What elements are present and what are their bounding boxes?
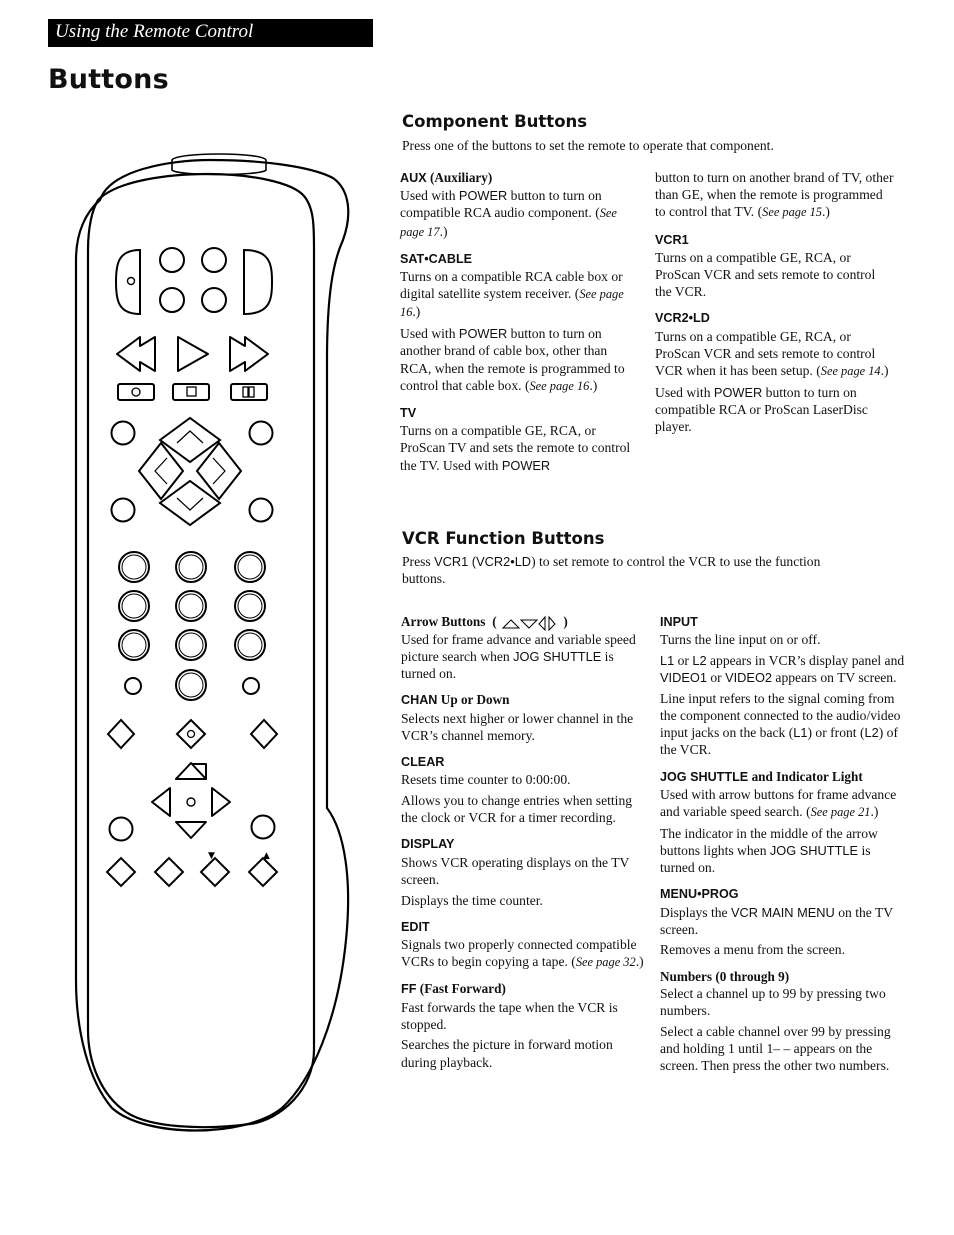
page-title: Buttons xyxy=(48,64,169,95)
ir-window xyxy=(172,154,266,175)
diamond-button xyxy=(251,720,277,748)
component-buttons-title: Component Buttons xyxy=(402,112,588,131)
number-key xyxy=(235,552,265,582)
numbers-entry: Numbers (0 through 9) Select a channel up to 99 by pressing two numbers. Select a cable channel over 99 by pressing and holding 1 until 1– – appears on the screen. Then press the other two numbers. xyxy=(660,968,891,1074)
component-intro: Press one of the buttons to set the remote to operate that component. xyxy=(402,138,774,153)
tv-entry-continued: button to turn on another brand of TV, other than GE, when the remote is programmed to control that TV. (See page 15.) xyxy=(655,170,894,220)
vcr-col-left xyxy=(401,613,646,1080)
vcr-col-right xyxy=(660,613,905,1083)
aux-button xyxy=(160,248,184,272)
number-key xyxy=(176,552,206,582)
chan-entry: CHAN Up or Down Selects next higher or lower channel in the VCR’s channel memory. xyxy=(401,692,634,743)
fast-forward-button xyxy=(230,337,268,371)
sat-cable-button xyxy=(160,288,184,312)
sat-cable-entry: SAT•CABLE Turns on a compatible RCA cable box or digital satellite system receiver. (See page 16.) Used with POWER button to turn on another brand of cable box, other than RCA, when the remote is programmed to control that cable box. (See page 16.) xyxy=(400,251,625,393)
arrow-buttons-entry: Arrow Buttons ( ) Used for frame advance and variable speed picture search when JOG SHUTTLE is turned on. xyxy=(401,614,636,682)
vcr2-ld-entry: VCR2•LD Turns on a compatible GE, RCA, or ProScan VCR and sets remote to control VCR when it has been setup. (See page 14.) Used with POWER button to turn on compatible RCA or ProScan LaserDisc player. xyxy=(655,311,889,435)
number-key xyxy=(119,591,149,621)
section-label: Using the Remote Control xyxy=(55,21,254,42)
jog-shuttle-entry: JOG SHUTTLE and Indicator Light Used with arrow buttons for frame advance and variable speed search. (See page 21.) The indicator in the middle of the arrow buttons lights when JOG SHUTTLE is turned on. xyxy=(660,768,897,876)
chan-down-glyph: ▼ xyxy=(208,851,215,861)
chan-down-button xyxy=(201,858,229,886)
play-button xyxy=(178,337,208,371)
pad-corner-button xyxy=(112,422,135,445)
jog-indicator-light xyxy=(187,798,195,806)
jog-left-button xyxy=(152,788,170,816)
number-key xyxy=(176,630,206,660)
clear-entry: CLEAR Resets time counter to 0:00:00. Allows you to change entries when setting the clock or VCR for a timer recording. xyxy=(401,755,633,826)
pad-corner-button xyxy=(250,499,273,522)
pad-corner-button xyxy=(250,422,273,445)
small-round-button xyxy=(243,678,259,694)
ff-entry: FF (Fast Forward) Fast forwards the tape when the VCR is stopped. Searches the picture in forward motion during playback. xyxy=(401,981,618,1070)
chan-up-button xyxy=(249,858,277,886)
diamond-button xyxy=(155,858,183,886)
input-entry: INPUT Turns the line input on or off. L1 or L2 appears in VCR’s display panel and VIDEO1 or VIDEO2 appears on TV screen. Line input refers to the signal coming from the component connected to the audio/video input jacks on the back (L1) or front (L2) of the VCR. xyxy=(660,615,905,758)
tv-entry: TV Turns on a compatible GE, RCA, or ProScan TV and sets the remote to control the TV. Used with POWER xyxy=(400,405,631,473)
chan-up-glyph: ▲ xyxy=(263,851,270,861)
component-col-left xyxy=(400,169,638,483)
vcr1-entry: VCR1 Turns on a compatible GE, RCA, or ProScan VCR and sets remote to control the VCR. xyxy=(655,232,876,300)
diamond-button xyxy=(108,720,134,748)
round-button xyxy=(110,818,133,841)
component-col-right xyxy=(655,169,895,444)
record-button xyxy=(118,384,154,400)
arrow-buttons-icon xyxy=(500,615,560,631)
round-button xyxy=(252,816,275,839)
jog-right-button xyxy=(212,788,230,816)
edit-entry: EDIT Signals two properly connected compatible VCRs to begin copying a tape. (See page 32.) xyxy=(401,919,644,970)
section-header-bar xyxy=(48,19,373,47)
vcr-function-title: VCR Function Buttons xyxy=(402,529,605,548)
number-key xyxy=(176,670,206,700)
number-key xyxy=(176,591,206,621)
vcr-intro: Press VCR1 (VCR2•LD) to set remote to control the VCR to use the function buttons. xyxy=(402,554,821,586)
remote-control-illustration xyxy=(60,150,360,1150)
vcr1-button xyxy=(202,248,226,272)
pad-corner-button xyxy=(112,499,135,522)
jog-down-button xyxy=(176,822,206,838)
number-key xyxy=(119,630,149,660)
number-key xyxy=(235,630,265,660)
number-key xyxy=(235,591,265,621)
diamond-button xyxy=(107,858,135,886)
small-round-button xyxy=(125,678,141,694)
number-key xyxy=(119,552,149,582)
aux-entry: AUX (Auxiliary) Used with POWER button to turn on compatible RCA audio component. (See page 17.) xyxy=(400,170,617,239)
tv-button xyxy=(244,250,272,314)
display-entry: DISPLAY Shows VCR operating displays on the TV screen. Displays the time counter. xyxy=(401,837,630,908)
vcr2-ld-button xyxy=(202,288,226,312)
rewind-button xyxy=(117,337,155,371)
menu-prog-entry: MENU•PROG Displays the VCR MAIN MENU on the TV screen. Removes a menu from the screen. xyxy=(660,887,893,958)
